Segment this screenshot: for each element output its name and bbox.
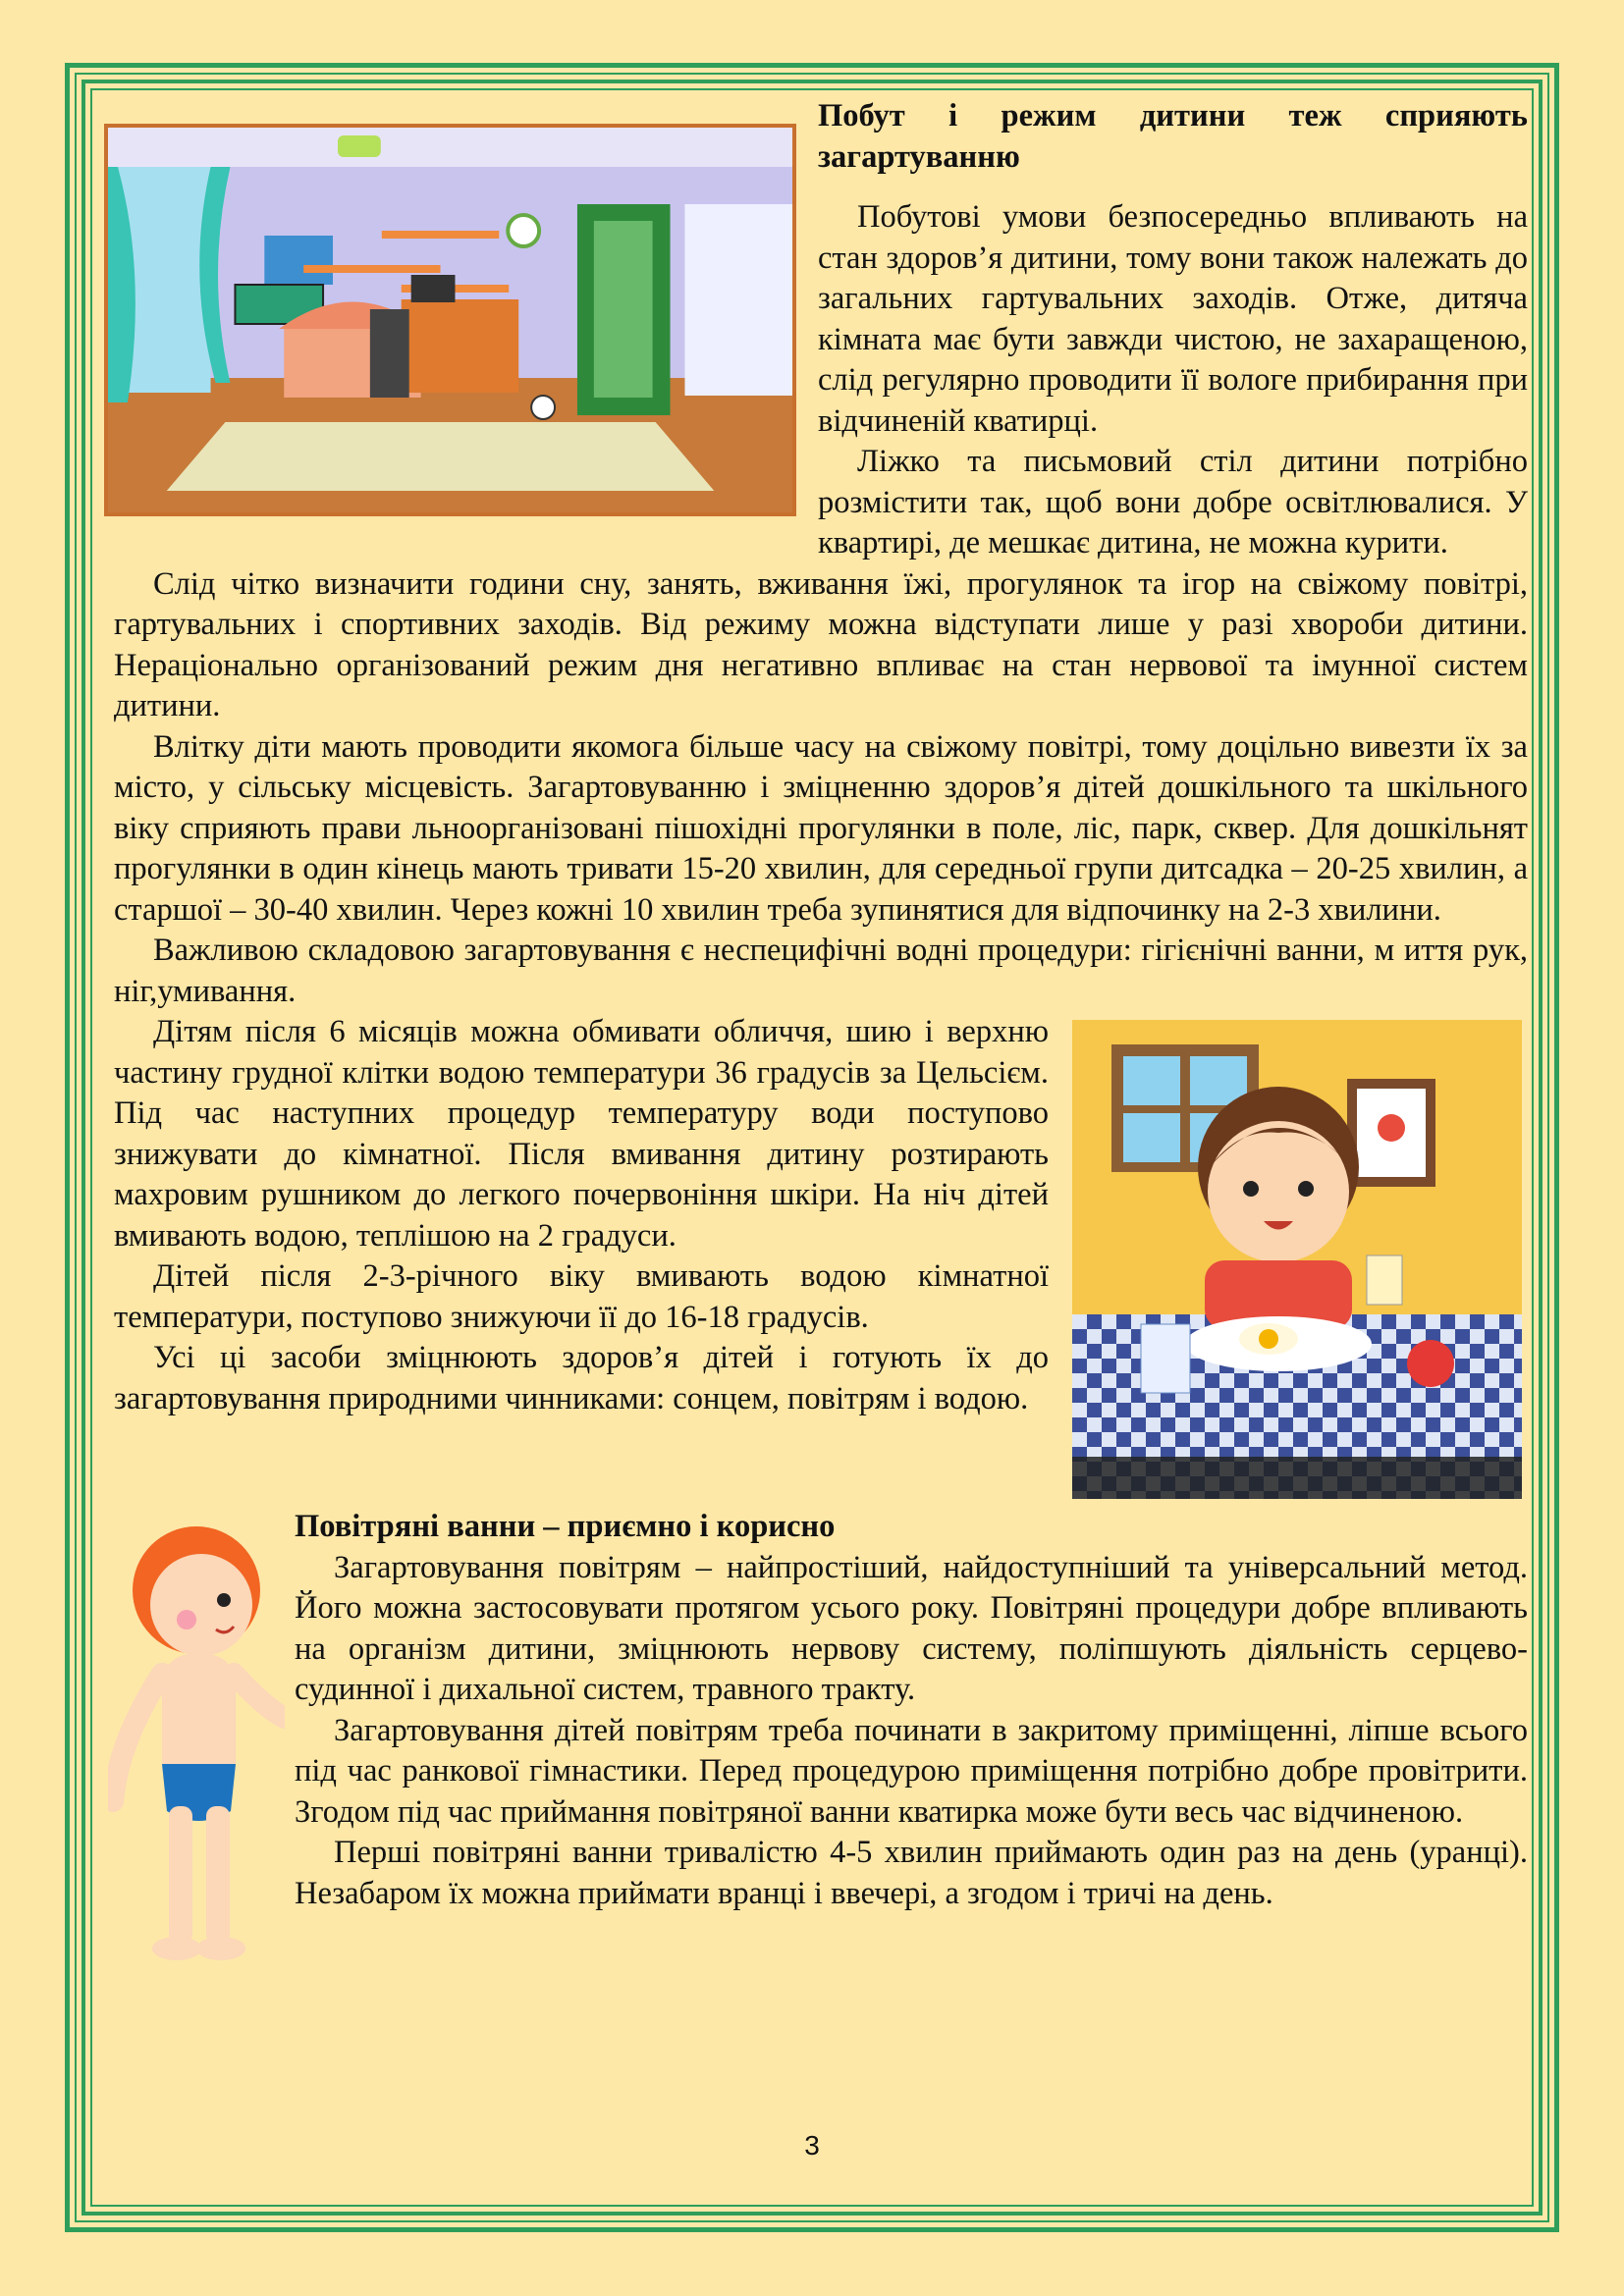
section2-paragraph-1: Загартовування повітрям – найпростіший, найдоступніший та універсальний метод. Його можна застосовувати протягом усього року. Повітряні процедури добре впливають на організм дитини, зміцнюють нервову систему, поліпшують діяльність серцево-судинної і дихальної систем, травного тракту.	[295, 1549, 1528, 1707]
section1-paragraph-4: Влітку діти мають проводити якомога більше часу на свіжому повітрі, тому доцільно вивезти їх за місто, у сільську місцевість. Загартовуванню і зміцненню здоров’я дітей дошкільного та шкільного віку сприяють прави льноорганізовані пішохідні прогулянки в поле, ліс, парк, сквер. Для дошкільнят прогулянки в один кінець мають тривати 15-20 хвилин, для середньої групи дитсадка – 20-25 хвилин, а старшої – 30-40 хвилин. Через кожні 10 хвилин треба зупинятися для відпочинку на 2-3 хвилини.	[114, 728, 1528, 928]
section1-paragraph-1: Побутові умови безпосередньо впливають на стан здоров’я дитини, тому вони також належать до загальних гартувальних заходів. Отже, дитяча кімната має бути завжди чистою, не захаращеною, слід регулярно проводити її вологе прибирання при відчиненій кватирці.	[818, 199, 1528, 439]
section1-paragraph-7: Дітей після 2-3-річного віку вмивають водою кімнатної температури, поступово знижуючи її до 16-18 градусів.	[114, 1258, 1049, 1335]
bedroom-illustration	[104, 124, 796, 516]
section2-paragraph-2: Загартовування дітей повітрям треба починати в закритому приміщенні, ліпше всього під час ранкової гімнастики. Перед процедурою приміщення потрібно добре провітрити. Згодом під час приймання повітряної ванни кватирка може бути весь час відчиненою.	[295, 1712, 1528, 1830]
page-number: 3	[804, 2130, 820, 2161]
section1-paragraph-6: Дітям після 6 місяців можна обмивати обличчя, шию і верхню частину грудної клітки водою температури 36 градусів за Цельсієм. Під час наступних процедур температуру води поступово знижувати до кімнатної. Після вмивання дитину розтирають махровим рушником до легкого почервоніння шкіри. На ніч дітей вмивають водою, теплішою на 2 градуси.	[114, 1014, 1049, 1254]
child-illustration	[108, 1507, 285, 1968]
section1-paragraph-5: Важливою складовою загартовування є неспецифічні водні процедури: гігієнічні ванни, м иття рук, ніг,умивання.	[114, 933, 1528, 1009]
section1-paragraph-3: Слід чітко визначити години сну, занять, вживання їжі, прогулянок та ігор на свіжому повітрі, гартувальних і спортивних заходів. Від режиму можна відступати лише у разі хвороби дитини. Нераціонально організований режим дня негативно впливає на стан нервової та імунної систем дитини.	[114, 565, 1528, 723]
section1-paragraph-8: Усі ці засоби зміцнюють здоров’я дітей і готують їх до загартовування природними чинниками: сонцем, повітрям і водою.	[114, 1340, 1049, 1416]
section2-title: Повітряні ванни – приємно і корисно	[295, 1509, 836, 1544]
boy-eating-illustration	[1072, 1020, 1522, 1499]
section1-paragraph-2: Ліжко та письмовий стіл дитини потрібно розмістити так, щоб вони добре освітлювалися. У квартирі, де мешкає дитина, не можна курити.	[818, 444, 1528, 561]
page-content	[114, 96, 1528, 1968]
section1-title: Побут і режим дитини теж сприяють загартуванню	[818, 98, 1528, 175]
section2-paragraph-3: Перші повітряні ванни тривалістю 4-5 хвилин приймають один раз на день (уранці). Незабаром їх можна приймати вранці і ввечері, а згодом і тричі на день.	[295, 1835, 1528, 1911]
